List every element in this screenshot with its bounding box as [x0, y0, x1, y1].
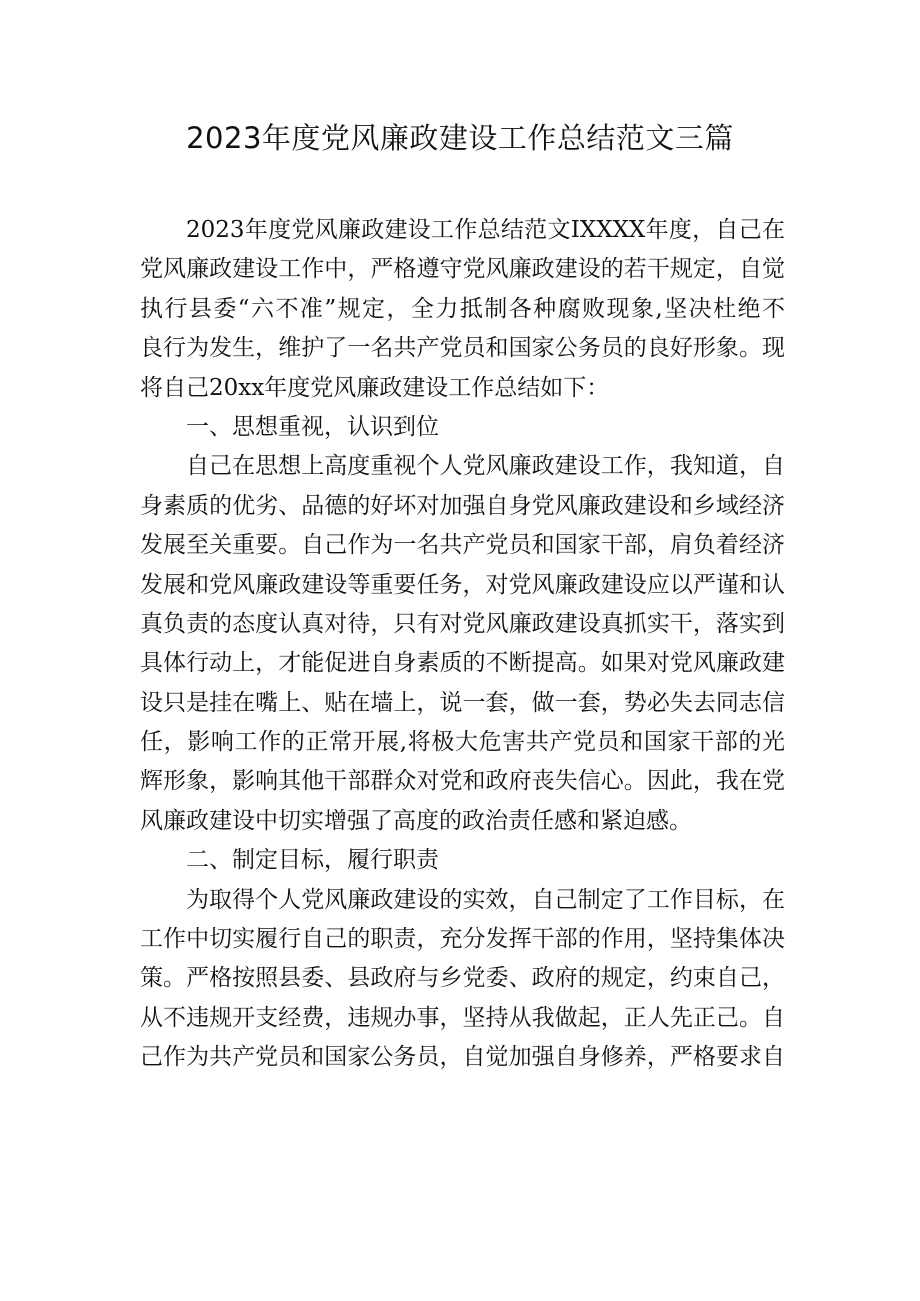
paragraph-line: 风廉政建设中切实增强了高度的政治责任感和紧迫感。 — [140, 807, 692, 834]
paragraph-line: 发展至关重要。自己作为一名共产党员和国家干部，肩负着经济 — [140, 532, 785, 559]
paragraph-line: 具体行动上，才能促进自身素质的不断提高。如果对党风廉政建 — [140, 650, 785, 677]
paragraph-line: 从不违规开支经费，违规办事，坚持从我做起，正人先正己。自 — [140, 1004, 785, 1031]
paragraph-line: 2023年度党风廉政建设工作总结范文IXXXX年度，自己在 — [186, 217, 785, 243]
paragraph-line: 任，影响工作的正常开展,将极大危害共产党员和国家干部的光 — [140, 729, 785, 756]
paragraph-line: 将自己20xx年度党风廉政建设工作总结如下： — [140, 374, 610, 401]
paragraph-line: 执行县委“六不准”规定，全力抵制各种腐败现象,坚决杜绝不 — [140, 295, 785, 322]
paragraph-line: 党风廉政建设工作中，严格遵守党风廉政建设的若干规定，自觉 — [140, 256, 785, 283]
paragraph-line: 身素质的优劣、品德的好坏对加强自身党风廉政建设和乡域经济 — [140, 492, 785, 519]
paragraph-line: 真负责的态度认真对待，只有对党风廉政建设真抓实干，落实到 — [140, 610, 785, 637]
paragraph-line: 设只是挂在嘴上、贴在墙上，说一套，做一套，势必失去同志信 — [140, 689, 785, 716]
document-title: 2023年度党风廉政建设工作总结范文三篇 — [186, 121, 734, 155]
paragraph-line: 策。严格按照县委、县政府与乡党委、政府的规定，约束自己， — [140, 965, 785, 992]
paragraph-line: 辉形象，影响其他干部群众对党和政府丧失信心。因此，我在党 — [140, 768, 785, 795]
paragraph-line: 工作中切实履行自己的职责，充分发挥干部的作用，坚持集体决 — [140, 926, 785, 953]
paragraph-line: 为取得个人党风廉政建设的实效，自己制定了工作目标，在 — [186, 886, 785, 913]
paragraph-line: 自己在思想上高度重视个人党风廉政建设工作，我知道，自 — [186, 453, 785, 480]
section-heading: 一、思想重视，认识到位 — [186, 413, 439, 440]
section-heading: 二、制定目标，履行职责 — [186, 847, 439, 874]
paragraph-line: 发展和党风廉政建设等重要任务，对党风廉政建设应以严谨和认 — [140, 571, 785, 598]
document-body — [140, 211, 785, 1078]
paragraph-line: 己作为共产党员和国家公务员，自觉加强自身修养，严格要求自 — [140, 1044, 785, 1071]
paragraph-line: 良行为发生，维护了一名共产党员和国家公务员的良好形象。现 — [140, 335, 785, 362]
